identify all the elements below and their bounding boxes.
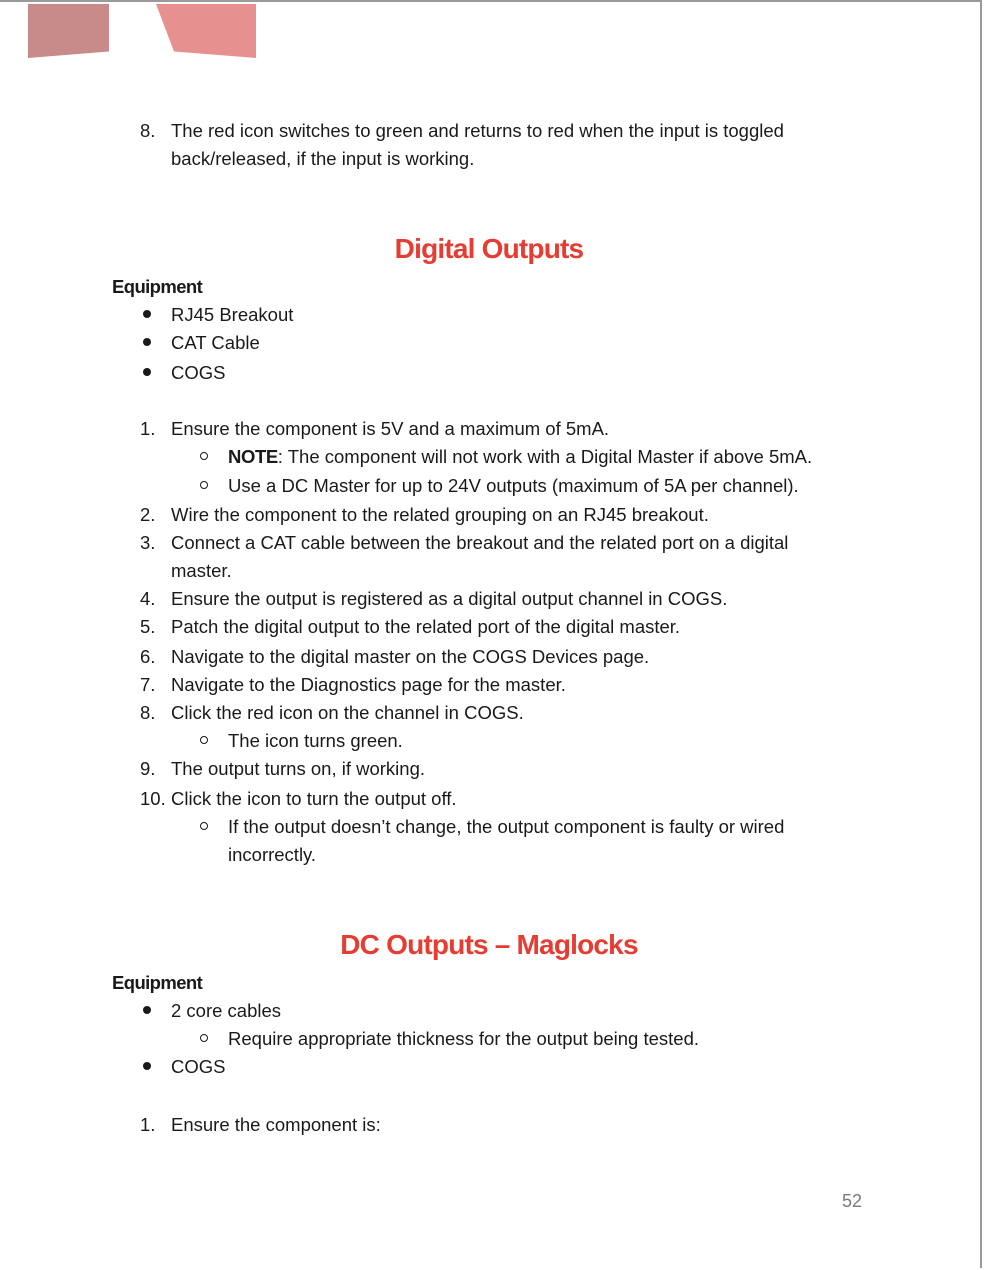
list-number: 6.	[140, 646, 156, 667]
step-text: master.	[171, 560, 232, 581]
step-text: Patch the digital output to the related port of the digital master.	[171, 616, 681, 637]
step-sub-text	[228, 446, 812, 468]
bullet-icon	[143, 310, 151, 318]
list-number: 3.	[140, 532, 156, 553]
section-heading-dc-outputs: DC Outputs – Maglocks	[340, 929, 638, 960]
bullet-icon	[143, 338, 151, 346]
list-number: 1.	[140, 1114, 156, 1135]
equipment-item: CAT Cable	[171, 332, 260, 353]
sub-bullet-icon	[200, 481, 208, 489]
step-sub-text: Use a DC Master for up to 24V outputs (maximum of 5A per channel).	[228, 475, 799, 496]
list-number: 10.	[140, 788, 166, 809]
list-number: 8.	[140, 702, 156, 723]
step-text: Click the icon to turn the output off.	[171, 788, 457, 809]
list-number: 4.	[140, 588, 156, 609]
step-text: Connect a CAT cable between the breakout and the related port on a digital	[171, 532, 789, 553]
header-decoration-left	[28, 4, 109, 58]
equipment-sub-item: Require appropriate thickness for the output being tested.	[228, 1028, 700, 1049]
section-heading-digital-outputs: Digital Outputs	[394, 233, 584, 264]
bullet-icon	[143, 1006, 151, 1014]
step-sub-text: incorrectly.	[228, 844, 317, 865]
list-number: 5.	[140, 616, 156, 637]
list-item-text: The red icon switches to green and returns to red when the input is toggled	[171, 120, 784, 141]
sub-bullet-icon	[200, 822, 208, 830]
equipment-item: 2 core cables	[171, 1000, 282, 1021]
equipment-item: COGS	[171, 362, 226, 383]
equipment-item: RJ45 Breakout	[171, 304, 294, 325]
note-text: : The component will not work with a Digital Master if above 5mA.	[277, 446, 813, 467]
equipment-label: Equipment	[112, 972, 203, 993]
sub-bullet-icon	[200, 1034, 208, 1042]
step-text: Ensure the output is registered as a digital output channel in COGS.	[171, 588, 728, 609]
step-text: Ensure the component is 5V and a maximum of 5mA.	[171, 418, 610, 439]
list-item-text: back/released, if the input is working.	[171, 148, 475, 169]
step-text: The output turns on, if working.	[171, 758, 425, 779]
step-sub-text: If the output doesn’t change, the output component is faulty or wired	[228, 816, 785, 837]
page-number: 52	[842, 1191, 863, 1211]
list-number: 8.	[140, 120, 156, 141]
sub-bullet-icon	[200, 452, 208, 460]
equipment-item: COGS	[171, 1056, 226, 1077]
note-label: NOTE	[228, 446, 278, 467]
list-number: 7.	[140, 674, 156, 695]
bullet-icon	[143, 368, 151, 376]
sub-bullet-icon	[200, 736, 208, 744]
list-number: 9.	[140, 758, 156, 779]
step-text: Wire the component to the related grouping on an RJ45 breakout.	[171, 504, 709, 525]
step-text: Ensure the component is:	[171, 1114, 381, 1135]
list-number: 2.	[140, 504, 156, 525]
list-number: 1.	[140, 418, 156, 439]
step-text: Click the red icon on the channel in COGS.	[171, 702, 524, 723]
bullet-icon	[143, 1062, 151, 1070]
step-text: Navigate to the Diagnostics page for the master.	[171, 674, 566, 695]
equipment-label: Equipment	[112, 276, 203, 297]
step-sub-text: The icon turns green.	[228, 730, 403, 751]
step-text: Navigate to the digital master on the COGS Devices page.	[171, 646, 650, 667]
